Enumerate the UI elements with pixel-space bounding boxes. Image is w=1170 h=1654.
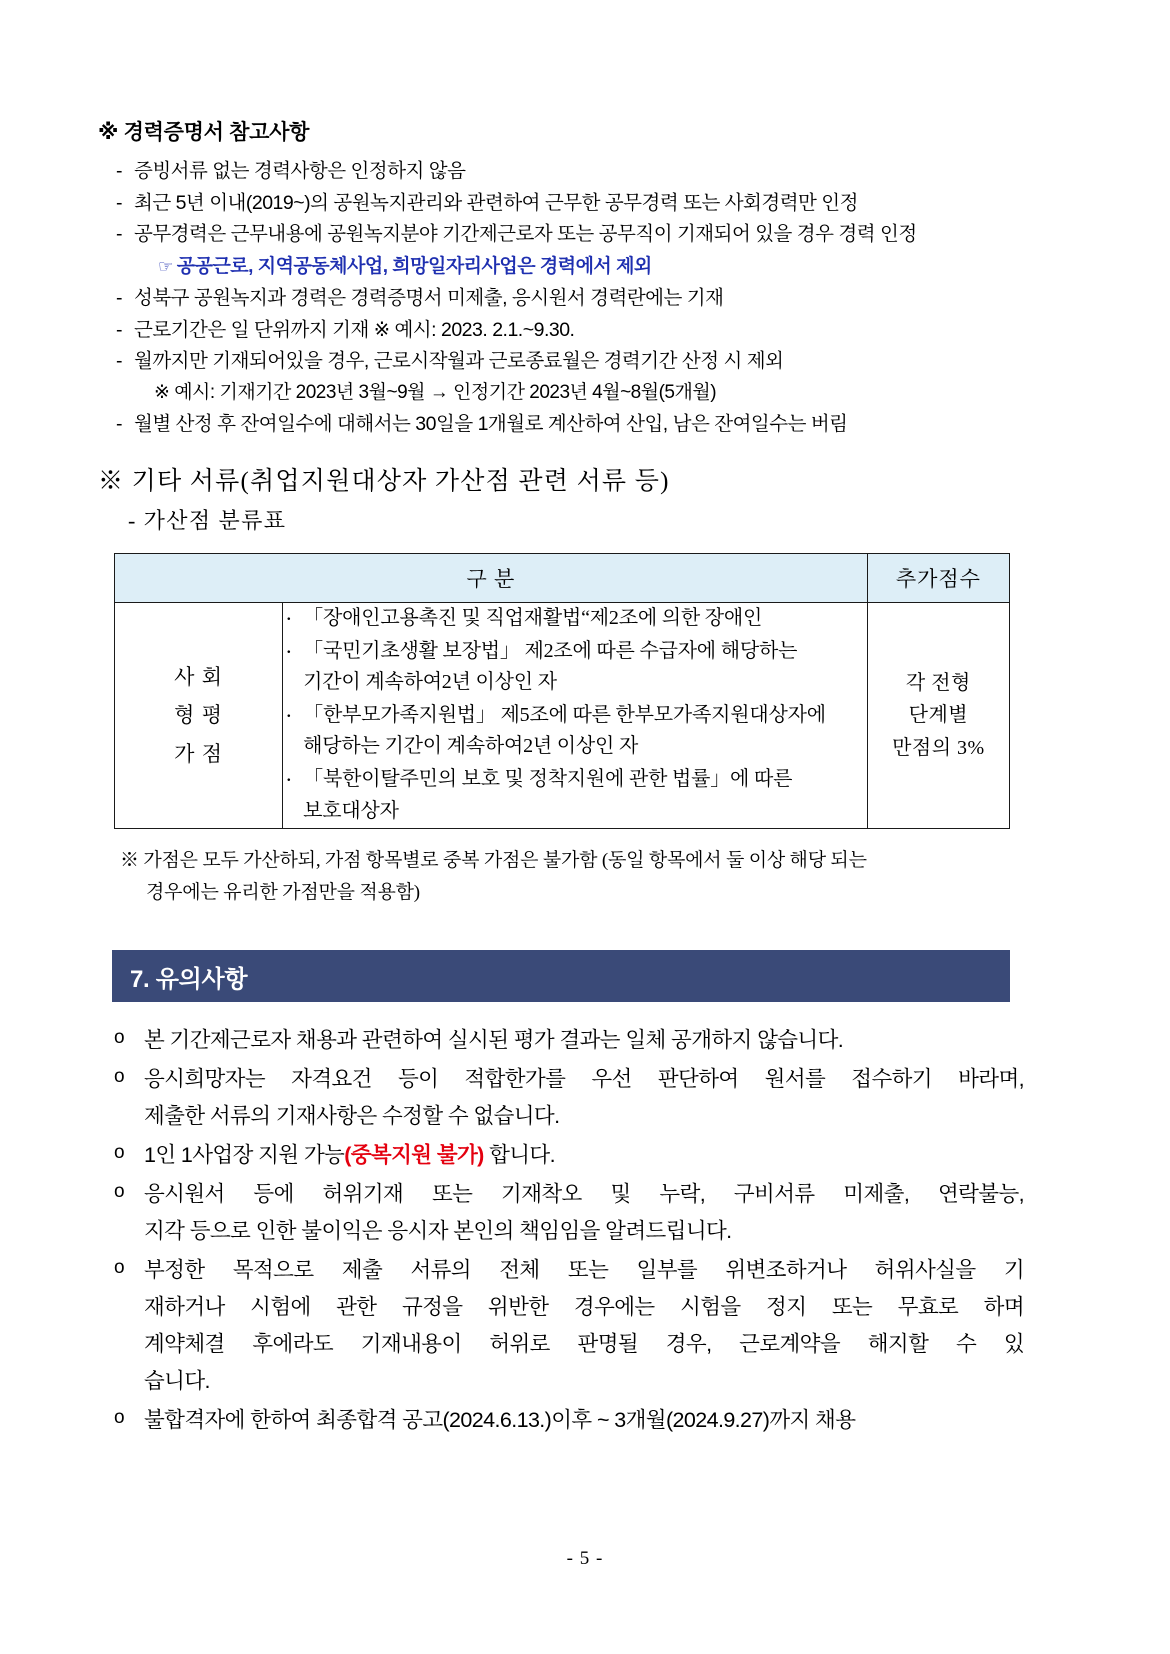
- criteria-line: · 「북한이탈주민의 보호 및 정착지원에 관한 법률」에 따른: [303, 767, 793, 790]
- career-note-item-text: 성북구 공원녹지과 경력은 경력증명서 미제출, 응시원서 경력란에는 기재: [134, 287, 724, 310]
- notice-line: 지각 등으로 인한 불이익은 응시자 본인의 책임임을 알려드립니다.: [144, 1218, 732, 1243]
- career-note-item-1: [98, 156, 1088, 188]
- notice-line: 제출한 서류의 기재사항은 수정할 수 없습니다.: [144, 1103, 560, 1128]
- score-line: 각 전형: [905, 671, 971, 694]
- table-header-row: [115, 554, 1010, 603]
- notice-line: 응시희망자는 자격요건 등이 적합한가를 우선 판단하여 원서를 접수하기 바라며,: [144, 1066, 1024, 1091]
- criteria-line: 기간이 계속하여2년 이상인 자: [303, 671, 557, 694]
- bullet-marker: o: [114, 1065, 124, 1087]
- career-note-item-text: 최근 5년 이내(2019~)의 공원녹지관리와 관련하여 근무한 공무경력 또는 사회경력만 인정: [134, 191, 858, 214]
- notice-emphasis: (중복지원 불가): [344, 1142, 484, 1167]
- notice-line: 본 기간제근로자 채용과 관련하여 실시된 평가 결과는 일체 공개하지 않습니다.: [144, 1028, 844, 1052]
- cell-category: [115, 603, 283, 829]
- table-footnote: [120, 845, 1020, 910]
- career-note-item-text: 근로기간은 일 단위까지 기재 ※ 예시: 2023. 2.1.~9.30.: [134, 318, 575, 341]
- category-line: 가 점: [174, 741, 223, 766]
- section-7-title: 7. 유의사항: [130, 965, 248, 993]
- notice-line: 계약체결 후에라도 기재내용이 허위로 판명될 경우, 근로계약을 해지할 수 있: [144, 1331, 1024, 1356]
- criteria-item: [283, 764, 867, 827]
- bullet-marker: o: [114, 1256, 124, 1278]
- career-note-item-3: [98, 219, 1088, 251]
- criteria-list: [283, 603, 867, 827]
- criteria-line: 보호대상자: [303, 799, 399, 822]
- notice-item-6: [112, 1402, 1024, 1439]
- notice-text: 1인 1사업장 지원 가능: [144, 1142, 345, 1167]
- notice-tail: 합니다.: [483, 1142, 555, 1167]
- dash-marker: -: [116, 412, 122, 435]
- dash-marker: -: [116, 318, 122, 341]
- page-number: - 5 -: [566, 1548, 604, 1569]
- bullet-marker: o: [114, 1027, 124, 1048]
- career-note-item-7: [98, 409, 1088, 441]
- criteria-item: [283, 603, 867, 635]
- career-note-exclusion: [98, 251, 1088, 283]
- dash-marker: -: [116, 160, 122, 183]
- career-note-exclusion-text: 공공근로, 지역공동체사업, 희망일자리사업은 경력에서 제외: [176, 255, 652, 277]
- table-body: [115, 603, 1010, 829]
- bullet-marker: o: [114, 1406, 124, 1428]
- career-note-section: [98, 120, 1088, 440]
- notice-item-5: [112, 1252, 1024, 1400]
- career-note-list-2: [98, 283, 1088, 378]
- bullet-marker: o: [114, 1141, 124, 1163]
- notice-line: 습니다.: [144, 1368, 210, 1393]
- notice-item-3: [112, 1137, 1024, 1174]
- notice-line: 재하거나 시험에 관한 규정을 위반한 경우에는 시험을 정지 또는 무효로 하며: [144, 1294, 1024, 1319]
- career-note-item-text: 월까지만 기재되어있을 경우, 근로시작월과 근로종료월은 경력기간 산정 시 제외: [134, 350, 784, 373]
- category-line: 형 평: [174, 703, 223, 728]
- career-note-list-3: [98, 409, 1088, 441]
- career-note-item-text: 공무경력은 근무내용에 공원녹지분야 기간제근로자 또는 공무직이 기재되어 있을 경우 경력 인정: [134, 223, 917, 246]
- notice-item-1: [112, 1022, 1024, 1059]
- criteria-line: · 「국민기초생활 보장법」 제2조에 따른 수급자에 해당하는: [303, 639, 798, 662]
- table-footnote-line-2: 경우에는 유리한 가점만을 적용함): [146, 882, 420, 904]
- criteria-item: [283, 700, 867, 763]
- career-note-item-6: [98, 346, 1088, 378]
- notice-line: 불합격자에 한하여 최종합격 공고(2024.6.13.)이후 ~ 3개월(2024.9.27)까지 채용: [144, 1407, 856, 1432]
- dash-marker: -: [116, 191, 122, 214]
- notice-line: 부정한 목적으로 제출 서류의 전체 또는 일부를 위변조하거나 허위사실을 기: [144, 1257, 1024, 1282]
- notice-item-2: [112, 1061, 1024, 1135]
- dash-marker: -: [116, 223, 122, 246]
- score-line: 만점의 3%: [892, 736, 985, 759]
- career-note-example: ※ 예시: 기재기간 2023년 3월~9월 → 인정기간 2023년 4월~8월(5개월): [154, 382, 717, 404]
- criteria-item: [283, 636, 867, 699]
- column-header-extra-score: 추가점수: [867, 554, 1009, 603]
- criteria-line: · 「한부모가족지원법」 제5조에 따른 한부모가족지원대상자에: [303, 703, 826, 726]
- career-note-item-2: [98, 188, 1088, 220]
- career-note-list: [98, 156, 1088, 251]
- notice-list: [112, 1022, 1024, 1441]
- cell-description: [283, 603, 868, 829]
- column-header-category: 구 분: [115, 554, 868, 603]
- category-line: 사 회: [174, 665, 223, 690]
- score-line: 단계별: [908, 704, 969, 727]
- dash-marker: -: [116, 350, 122, 373]
- etc-documents-heading: ※ 기타 서류(취업지원대상자 가산점 관련 서류 등): [98, 468, 670, 495]
- bonus-point-table: [114, 553, 1010, 829]
- career-note-item-4: [98, 283, 1088, 315]
- pointing-hand-icon: ☞: [158, 256, 173, 276]
- career-note-item-text: 증빙서류 없는 경력사항은 인정하지 않음: [134, 160, 466, 183]
- table-header: [115, 554, 1010, 603]
- notice-line: [144, 1137, 1024, 1174]
- career-note-title: ※ 경력증명서 참고사항: [98, 121, 310, 144]
- etc-documents-subheading: - 가산점 분류표: [128, 508, 287, 533]
- cell-extra-score: [867, 603, 1009, 829]
- table-footnote-line-1: ※ 가점은 모두 가산하되, 가점 항목별로 중복 가점은 불가함 (동일 항목에서 둘 이상 해당 되는: [120, 850, 867, 871]
- career-note-item-5: [98, 315, 1088, 347]
- section-7-banner: [112, 950, 1010, 1002]
- criteria-line: · 「장애인고용촉진 및 직업재활법“제2조에 의한 장애인: [303, 607, 763, 629]
- criteria-line: 해당하는 기간이 계속하여2년 이상인 자: [303, 735, 639, 758]
- table-row: [115, 603, 1010, 829]
- career-note-item-text: 월별 산정 후 잔여일수에 대해서는 30일을 1개월로 계산하여 산입, 남은 잔여일수는 버림: [134, 412, 848, 435]
- dash-marker: -: [116, 287, 122, 310]
- notice-item-4: [112, 1176, 1024, 1250]
- bullet-marker: o: [114, 1180, 124, 1202]
- notice-line: 응시원서 등에 허위기재 또는 기재착오 및 누락, 구비서류 미제출, 연락불능,: [144, 1181, 1024, 1206]
